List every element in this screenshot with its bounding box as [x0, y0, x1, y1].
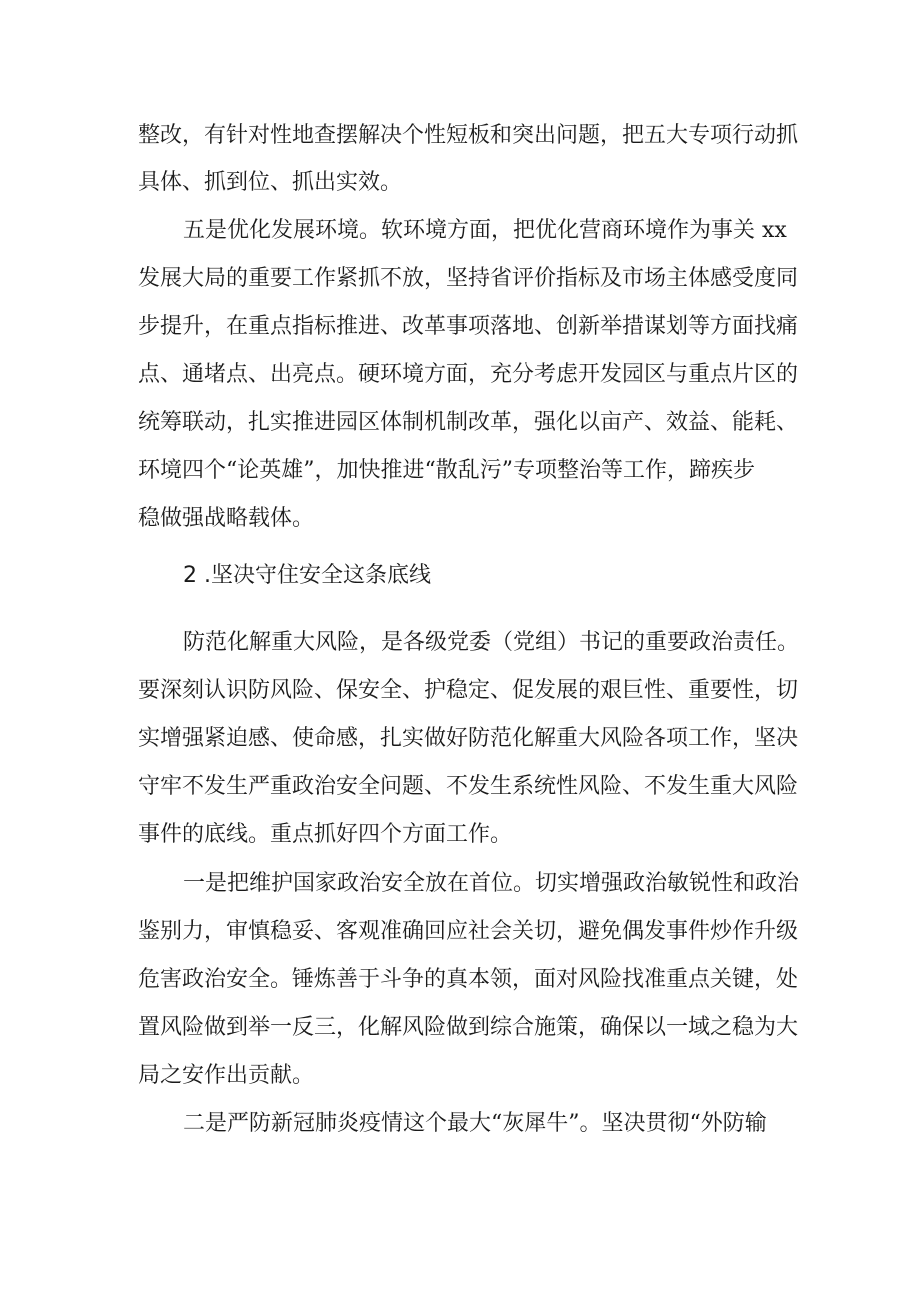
- paragraph-4-line-2: 鉴别力，审慎稳妥、客观准确回应社会关切，避免偶发事件炒作升级: [138, 919, 799, 944]
- paragraph-4-line-1: 一是把维护国家政治安全放在首位。切实增强政治敏锐性和政治: [183, 871, 800, 896]
- paragraph-2-line-3: 步提升，在重点指标推进、改革事项落地、创新举措谋划等方面找痛: [138, 314, 799, 339]
- paragraph-2-line-1: 五是优化发展环境。软环境方面，把优化营商环境作为事关 xx: [183, 218, 787, 243]
- paragraph-3-line-1: 防范化解重大风险，是各级党委（党组）书记的重要政治责任。: [183, 630, 800, 655]
- paragraph-3-line-3: 实增强紧迫感、使命感，扎实做好防范化解重大风险各项工作，坚决: [138, 726, 799, 751]
- paragraph-4-line-4: 置风险做到举一反三，化解风险做到综合施策，确保以一域之稳为大: [138, 1015, 799, 1040]
- paragraph-2-line-6: 环境四个“论英雄”，加快推进“散乱污”专项整治等工作，蹄疾步: [138, 458, 755, 483]
- paragraph-4-line-5: 局之安作出贡献。: [138, 1063, 315, 1088]
- paragraph-2-line-5: 统筹联动，扎实推进园区体制机制改革，强化以亩产、效益、能耗、: [138, 410, 799, 435]
- paragraph-2-line-7: 稳做强战略载体。: [138, 506, 315, 531]
- paragraph-1-line-1: 整改，有针对性地查摆解决个性短板和突出问题，把五大专项行动抓: [138, 123, 799, 148]
- paragraph-4-line-3: 危害政治安全。锤炼善于斗争的真本领，面对风险找准重点关键，处: [138, 967, 799, 992]
- paragraph-3-line-4: 守牢不发生严重政治安全问题、不发生系统性风险、不发生重大风险: [138, 774, 799, 799]
- paragraph-2-line-4: 点、通堵点、出亮点。硬环境方面，充分考虑开发园区与重点片区的: [138, 362, 799, 387]
- section-heading: 2 .坚决守住安全这条底线: [183, 563, 431, 588]
- paragraph-1-line-2: 具体、抓到位、抓出实效。: [138, 170, 403, 195]
- paragraph-3-line-2: 要深刻认识防风险、保安全、护稳定、促发展的艰巨性、重要性，切: [138, 678, 799, 703]
- paragraph-2-line-2: 发展大局的重要工作紧抓不放，坚持省评价指标及市场主体感受度同: [138, 266, 799, 291]
- paragraph-5-line-1: 二是严防新冠肺炎疫情这个最大“灰犀牛”。坚决贯彻“外防输: [183, 1111, 767, 1136]
- paragraph-3-line-5: 事件的底线。重点抓好四个方面工作。: [138, 822, 513, 847]
